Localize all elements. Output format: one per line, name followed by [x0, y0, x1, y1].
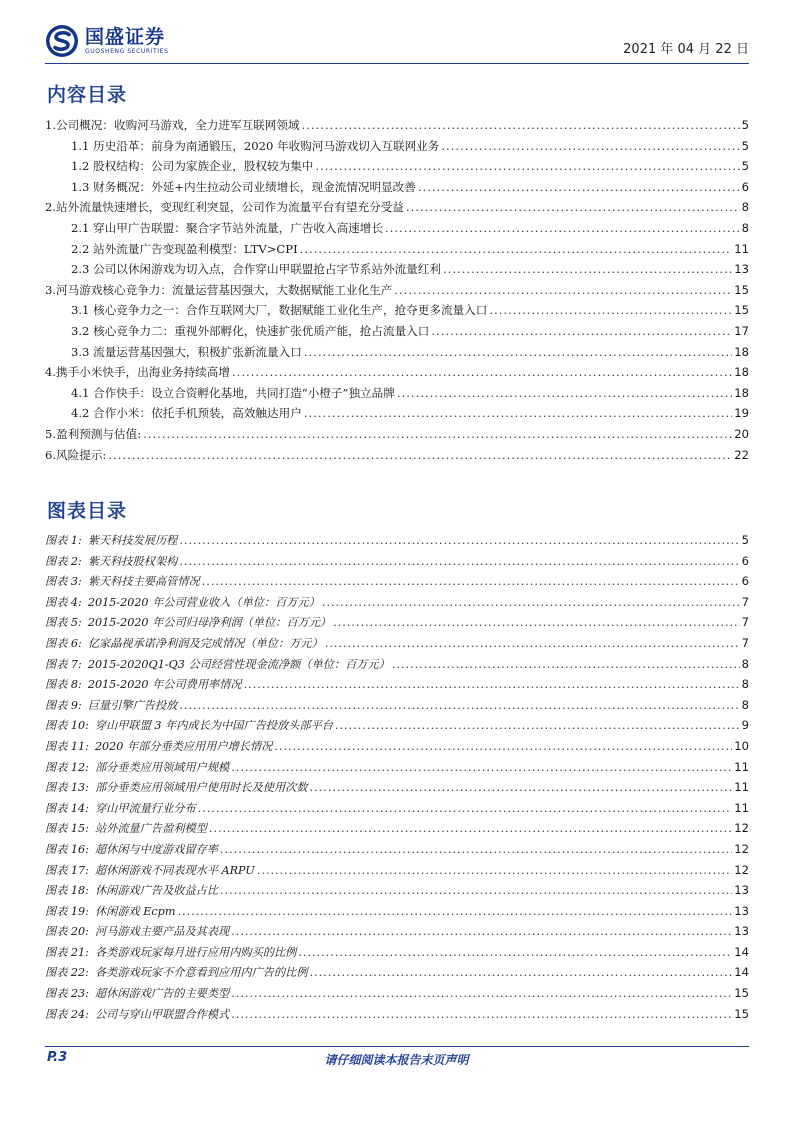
- toc-entry-page: 22: [734, 447, 749, 462]
- figure-entry-label: 图表 15:: [45, 822, 89, 836]
- toc-entry-page: 8: [741, 220, 749, 235]
- dot-leader: [274, 737, 732, 758]
- figure-entry[interactable]: [45, 818, 749, 839]
- figure-entry-label: 图表 14:: [45, 801, 89, 815]
- toc-title: 内容目录: [47, 84, 128, 106]
- toc-entry-page: 5: [741, 138, 749, 153]
- figure-entry-text: 部分垂类应用领域用户规模: [94, 760, 230, 774]
- toc-entry[interactable]: [45, 424, 749, 445]
- figure-entry-label: 图表 5:: [45, 616, 82, 630]
- toc-entry-page: 5: [741, 159, 749, 174]
- toc-entry-text: 3.3 流量运营基因强大，积极扩张新流量入口: [71, 344, 302, 359]
- toc-entry[interactable]: [45, 403, 749, 424]
- figure-entry-label: 图表 20:: [45, 925, 89, 939]
- toc-entry[interactable]: [45, 259, 749, 280]
- figure-entry-text: 休闲游戏广告及收益占比: [94, 884, 219, 898]
- dot-leader: [394, 280, 732, 301]
- figure-entry[interactable]: [45, 962, 749, 983]
- figure-entry-page: 8: [741, 677, 749, 692]
- figure-entry-page: 12: [734, 841, 749, 856]
- logo-text: [85, 26, 168, 56]
- figure-entry-label: 图表 13:: [45, 781, 89, 795]
- toc-entry-page: 11: [734, 241, 749, 256]
- figure-entry-label: 图表 3:: [45, 575, 82, 589]
- toc-entry-page: 18: [734, 385, 749, 400]
- toc-entry[interactable]: [45, 177, 749, 198]
- dot-leader: [202, 572, 740, 593]
- figure-entry[interactable]: [45, 1004, 749, 1025]
- dot-leader: [322, 593, 740, 614]
- toc-entry-page: 8: [741, 200, 749, 215]
- toc-entry-text: 4.1 合作快手：设立合资孵化基地，共同打造“小橙子”独立品牌: [71, 385, 395, 400]
- dot-leader: [108, 445, 732, 466]
- figure-entry-text: 超休闲游戏广告的主要类型: [94, 987, 230, 1001]
- figure-entry-text: 2015-2020 年公司费用率情况: [87, 678, 242, 692]
- toc-entry[interactable]: [45, 239, 749, 260]
- figure-entry-text: 超休闲与中度游戏留存率: [94, 842, 219, 856]
- dot-leader: [232, 362, 732, 383]
- figure-entry-page: 8: [741, 656, 749, 671]
- dot-leader: [418, 177, 740, 198]
- figure-entry-label: 图表 8:: [45, 678, 82, 692]
- figure-entry-page: 9: [741, 718, 749, 733]
- toc-entry-page: 13: [734, 262, 749, 277]
- figure-entry-text: 紫天科技发展历程: [87, 534, 178, 547]
- dot-leader: [385, 218, 740, 239]
- toc-entry-page: 5: [741, 118, 749, 132]
- figure-entry-page: 7: [741, 635, 749, 650]
- toc-entry[interactable]: [45, 445, 749, 466]
- figure-entry[interactable]: [45, 530, 749, 551]
- figure-entry-page: 11: [734, 800, 749, 815]
- figure-entry-text: 公司与穿山甲联盟合作模式: [94, 1007, 230, 1021]
- figure-entry[interactable]: [45, 777, 749, 798]
- figure-entry-text: 超休闲游戏不同表现水平 ARPU: [94, 863, 255, 877]
- dot-leader: [257, 861, 732, 882]
- toc-list: [45, 115, 749, 465]
- dot-leader: [489, 300, 732, 321]
- dot-leader: [209, 819, 732, 840]
- toc-entry[interactable]: [45, 383, 749, 404]
- toc-entry-text: 3.2 核心竞争力二：重视外部孵化，快速扩张优质产能，抢占流量入口: [71, 323, 430, 338]
- dot-leader: [179, 552, 739, 573]
- dot-leader: [198, 799, 733, 820]
- figure-entry-label: 图表 23:: [45, 987, 89, 1001]
- dot-leader: [443, 259, 732, 280]
- figure-entry-text: 穿山甲流量行业分布: [94, 801, 196, 815]
- toc-entry-text: 1.3 财务概况：外延+内生拉动公司业绩增长，现金流情况明显改善: [71, 179, 416, 194]
- figure-entry-label: 图表 10:: [45, 719, 89, 733]
- figure-entry-label: 图表 6:: [45, 636, 82, 650]
- figure-entry-text: 2015-2020Q1-Q3 公司经营性现金流净额（单位：百万元）: [87, 657, 390, 671]
- figure-entry-page: 8: [741, 697, 749, 712]
- figure-entry[interactable]: [45, 860, 749, 881]
- figure-entry-text: 休闲游戏 Ecpm: [94, 904, 176, 918]
- figure-entry-text: 穿山甲联盟 3 年内成长为中国广告投放头部平台: [94, 719, 333, 733]
- figure-entry-label: 图表 4:: [45, 595, 82, 609]
- toc-entry[interactable]: [45, 156, 749, 177]
- toc-entry[interactable]: [45, 342, 749, 363]
- figure-entry-page: 13: [734, 883, 749, 898]
- figure-entry-page: 6: [741, 553, 749, 568]
- dot-leader: [231, 922, 732, 943]
- figure-entry-label: 图表 11:: [45, 739, 89, 753]
- toc-entry-text: 2.1 穿山甲广告联盟：聚合字节站外流量，广告收入高速增长: [71, 220, 383, 235]
- toc-entry[interactable]: [45, 280, 749, 301]
- toc-entry-text: 2.站外流量快速增长，变现红利突显，公司作为流量平台有望充分受益: [45, 200, 404, 215]
- figure-entry-label: 图表 1:: [45, 534, 82, 547]
- toc-entry-text: 5.盈利预测与估值:: [45, 426, 142, 441]
- toc-entry-page: 15: [734, 282, 749, 297]
- figure-entry[interactable]: [45, 798, 749, 819]
- dot-leader: [231, 984, 732, 1005]
- toc-entry-text: 2.2 站外流量广告变现盈利模型：LTV>CPI: [71, 241, 298, 256]
- dot-leader: [300, 239, 733, 260]
- figure-entry[interactable]: [45, 654, 749, 675]
- toc-entry-page: 15: [734, 303, 749, 318]
- figure-entry-page: 13: [734, 924, 749, 939]
- dot-leader: [179, 696, 739, 717]
- toc-entry[interactable]: [45, 300, 749, 321]
- toc-entry-text: 4.携手小米快手，出海业务持续高增: [45, 365, 230, 380]
- figure-entry[interactable]: [45, 571, 749, 592]
- figure-entry-text: 各类游戏玩家每月进行应用内购买的比例: [94, 945, 297, 959]
- figure-entry-label: 图表 19:: [45, 904, 89, 918]
- figure-entry[interactable]: [45, 715, 749, 736]
- toc-entry[interactable]: [45, 115, 749, 136]
- figure-entry-label: 图表 12:: [45, 760, 89, 774]
- page-header: [45, 22, 749, 64]
- dot-leader: [304, 342, 732, 363]
- toc-entry-text: 1.1 历史沿革：前身为南通锻压，2020 年收购河马游戏切入互联网业务: [71, 138, 440, 153]
- figure-entry-page: 7: [741, 594, 749, 609]
- figure-entry[interactable]: [45, 839, 749, 860]
- toc-entry[interactable]: [45, 362, 749, 383]
- figure-entry-text: 亿家晶视承诺净利润及完成情况（单位：万元）: [87, 636, 323, 650]
- toc-entry-page: 20: [734, 426, 749, 441]
- toc-entry[interactable]: [45, 218, 749, 239]
- dot-leader: [310, 778, 733, 799]
- figure-entry-label: 图表 22:: [45, 966, 89, 980]
- figure-entry-text: 2015-2020 年公司归母净利润（单位：百万元）: [87, 616, 332, 630]
- toc-entry-text: 2.3 公司以休闲游戏为切入点，合作穿山甲联盟抢占字节系站外流量红利: [71, 262, 441, 277]
- report-date: 2021 年 04 月 22 日: [623, 42, 749, 57]
- toc-entry[interactable]: [45, 321, 749, 342]
- dot-leader: [397, 383, 732, 404]
- figure-entry-label: 图表 7:: [45, 657, 82, 671]
- figure-entry[interactable]: [45, 674, 749, 695]
- toc-entry-text: 6.风险提示:: [45, 447, 107, 462]
- toc-entry-page: 6: [741, 179, 749, 194]
- footer-divider: [45, 1046, 749, 1047]
- toc-entry-page: 18: [734, 365, 749, 380]
- figure-entry-text: 2015-2020 年公司营业收入（单位：百万元）: [87, 595, 320, 609]
- dot-leader: [244, 675, 740, 696]
- toc-entry-text: 4.2 合作小米：依托手机预装，高效触达用户: [71, 406, 302, 421]
- figure-entry-text: 各类游戏玩家不介意看到应用内广告的比例: [94, 966, 308, 980]
- dot-leader: [177, 902, 732, 923]
- figure-entry[interactable]: [45, 633, 749, 654]
- guosheng-logo-icon: [45, 24, 79, 58]
- dot-leader: [325, 634, 740, 655]
- figure-entry[interactable]: [45, 592, 749, 613]
- dot-leader: [231, 758, 732, 779]
- figure-entry[interactable]: [45, 757, 749, 778]
- figure-entry-label: 图表 16:: [45, 842, 89, 856]
- figure-entry[interactable]: [45, 736, 749, 757]
- toc-entry-text: 1.2 股权结构：公司为家族企业，股权较为集中: [71, 159, 314, 174]
- figure-entry-page: 13: [734, 903, 749, 918]
- dot-leader: [298, 943, 732, 964]
- header-divider: [45, 63, 749, 64]
- dot-leader: [304, 403, 732, 424]
- figure-entry[interactable]: [45, 880, 749, 901]
- dot-leader: [406, 197, 740, 218]
- toc-entry-text: 1.公司概况：收购河马游戏，全力进军互联网领域: [45, 118, 300, 132]
- figure-entry[interactable]: [45, 901, 749, 922]
- figure-list-title: 图表目录: [47, 500, 128, 522]
- page-number: P.3: [47, 1050, 68, 1065]
- toc-entry-text: 3.1 核心竞争力之一：合作互联网大厂，数据赋能工业化生产，抢夺更多流量入口: [71, 303, 488, 318]
- toc-entry-page: 19: [734, 406, 749, 421]
- figure-entry-text: 紫天科技主要高管情况: [87, 575, 200, 589]
- dot-leader: [143, 424, 732, 445]
- toc-entry[interactable]: [45, 136, 749, 157]
- toc-entry-text: 3.河马游戏核心竞争力：流量运营基因强大，大数据赋能工业化生产: [45, 282, 393, 297]
- figure-entry-label: 图表 21:: [45, 945, 89, 959]
- figure-entry-page: 10: [734, 738, 749, 753]
- figure-entry[interactable]: [45, 695, 749, 716]
- figure-entry[interactable]: [45, 921, 749, 942]
- figure-entry-label: 图表 24:: [45, 1007, 89, 1021]
- dot-leader: [431, 321, 732, 342]
- figure-entry-label: 图表 17:: [45, 863, 89, 877]
- dot-leader: [231, 1005, 732, 1026]
- dot-leader: [220, 840, 732, 861]
- figure-entry-page: 6: [741, 574, 749, 589]
- figure-entry-label: 图表 2:: [45, 554, 82, 568]
- figure-entry-page: 14: [734, 944, 749, 959]
- figure-entry[interactable]: [45, 612, 749, 633]
- figure-entry-page: 12: [734, 862, 749, 877]
- figure-entry-text: 2020 年部分垂类应用用户增长情况: [94, 739, 273, 753]
- figure-entry[interactable]: [45, 551, 749, 572]
- dot-leader: [310, 963, 733, 984]
- figure-list: [45, 530, 749, 1024]
- dot-leader: [179, 531, 739, 552]
- logo-english-name: GUOSHENG SECURITIES: [85, 48, 169, 55]
- figure-entry-text: 巨量引擎广告投放: [87, 698, 178, 712]
- figure-entry-page: 11: [734, 759, 749, 774]
- figure-entry-page: 5: [741, 533, 749, 547]
- figure-entry-page: 15: [734, 986, 749, 1001]
- dot-leader: [302, 115, 740, 136]
- toc-entry-page: 18: [734, 344, 749, 359]
- footer-disclaimer: 请仔细阅读本报告末页声明: [324, 1053, 469, 1067]
- figure-entry[interactable]: [45, 942, 749, 963]
- figure-entry-text: 站外流量广告盈利模型: [94, 822, 207, 836]
- figure-entry-page: 7: [741, 615, 749, 630]
- dot-leader: [392, 655, 740, 676]
- dot-leader: [335, 716, 740, 737]
- figure-entry-text: 紫天科技股权架构: [87, 554, 178, 568]
- figure-entry-label: 图表 9:: [45, 698, 82, 712]
- logo-chinese-name: 国盛证券: [85, 26, 166, 48]
- figure-entry-label: 图表 18:: [45, 884, 89, 898]
- dot-leader: [315, 156, 739, 177]
- figure-entry-page: 15: [734, 1006, 749, 1021]
- figure-entry-page: 14: [734, 965, 749, 980]
- figure-entry-page: 12: [734, 821, 749, 836]
- toc-entry-page: 17: [734, 323, 749, 338]
- figure-entry-page: 11: [734, 780, 749, 795]
- figure-entry-text: 河马游戏主要产品及其表现: [94, 925, 230, 939]
- dot-leader: [333, 613, 740, 634]
- figure-entry-text: 部分垂类应用领域用户使用时长及使用次数: [94, 781, 308, 795]
- dot-leader: [220, 881, 732, 902]
- brand-logo: [45, 24, 168, 58]
- toc-entry[interactable]: [45, 197, 749, 218]
- dot-leader: [441, 136, 739, 157]
- figure-entry[interactable]: [45, 983, 749, 1004]
